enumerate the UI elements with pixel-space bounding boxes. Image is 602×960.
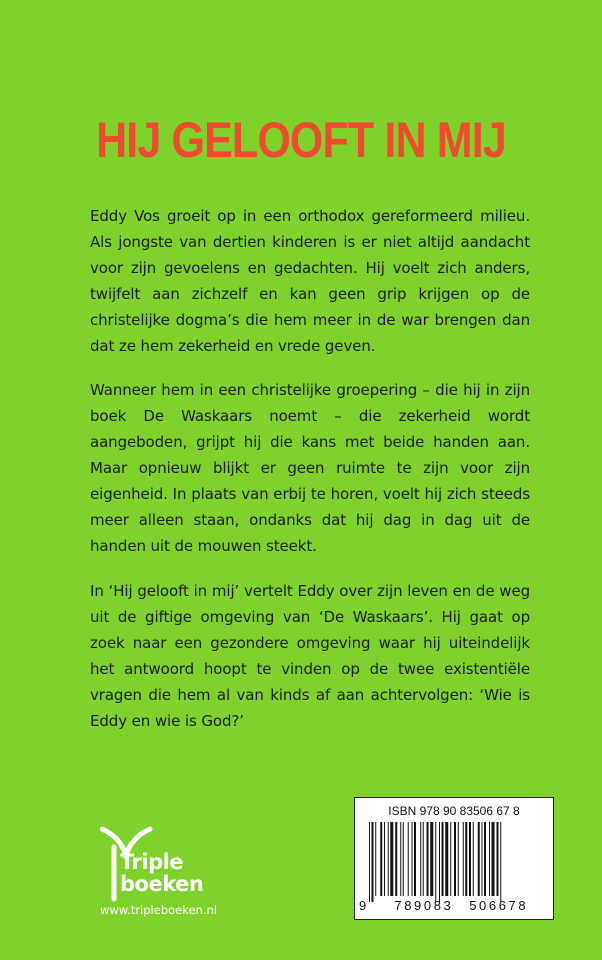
isbn-digits-right: 506678 (469, 898, 529, 913)
isbn-label: ISBN 978 90 83506 67 8 (388, 804, 520, 818)
publisher-name (120, 851, 203, 895)
publisher-name-line1: Triple (120, 850, 184, 874)
book-title: HIJ GELOOFT IN MIJ (96, 112, 506, 168)
blurb-paragraph-1: Eddy Vos groeit op in een orthodox gereformeerd milieu. Als jongste van dertien kinderen is er niet altijd aandacht voor zijn gevoelens en gedachten. Hij voelt zich anders, twijfelt aan zichzelf en kan geen grip krijgen op de christelijke dogma’s die hem meer in de war brengen dan dat ze hem zekerheid en vrede geven. (90, 207, 530, 355)
isbn-digits-left: 789083 (394, 898, 454, 913)
publisher-website[interactable]: www.tripleboeken.nl (100, 903, 217, 917)
isbn-digits (359, 898, 551, 913)
blurb-paragraph-3: In ‘Hij gelooft in mij’ vertelt Eddy over zijn leven en de weg uit de giftige omgeving van ‘De Waskaars’. Hij gaat op zoek naar een gezondere omgeving waar hij uiteindelijk het antwoord hoopt te vinden op de twee existentiële vragen die hem al van kinds af aan achtervolgen: ‘Wie is Eddy en wie is God?’ (90, 582, 530, 730)
isbn-barcode (354, 797, 554, 920)
isbn-digit-first: 9 (359, 898, 367, 913)
barcode-bars (369, 822, 541, 902)
blurb-paragraph-2: Wanneer hem in een christelijke groepering – die hij in zijn boek De Waskaars noemt – die zekerheid wordt aangeboden, grijpt hij die kans met beide handen aan. Maar opnieuw blijkt er geen ruimte te zijn voor zijn eigenheid. In plaats van erbij te horen, voelt hij zich steeds meer alleen staan, ondanks dat hij dag in dag uit de handen uit de mouwen steekt. (90, 381, 530, 555)
publisher-name-line2: boeken (120, 872, 204, 896)
